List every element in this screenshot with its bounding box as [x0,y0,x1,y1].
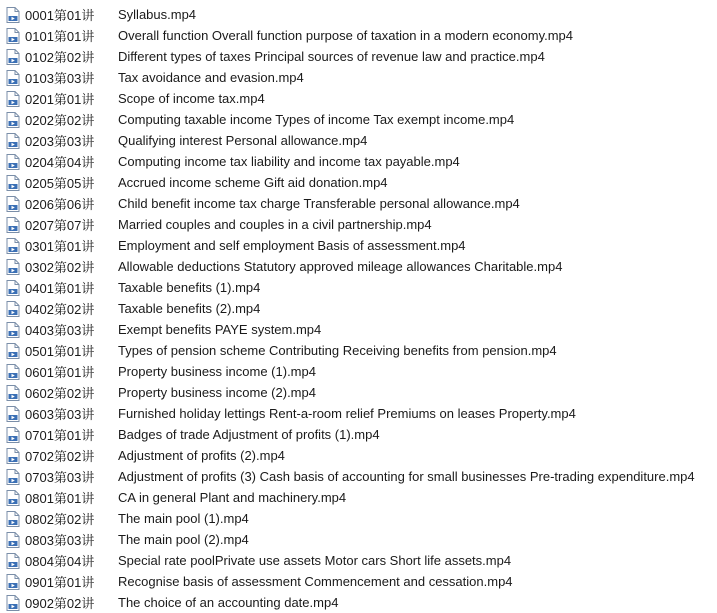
file-row[interactable] [0,529,717,550]
file-code: 0203第03讲 [25,134,95,149]
video-file-icon [6,343,20,359]
video-file-icon [6,154,20,170]
file-name: Adjustment of profits (3) Cash basis of accounting for small businesses Pre-trading expenditure.mp4 [118,469,695,484]
file-name: Badges of trade Adjustment of profits (1).mp4 [118,427,380,442]
file-code: 0205第05讲 [25,176,95,191]
file-row[interactable] [0,550,717,571]
file-code: 0701第01讲 [25,428,95,443]
file-row[interactable] [0,508,717,529]
video-file-icon [6,301,20,317]
video-file-icon [6,595,20,611]
video-file-icon [6,7,20,23]
file-code: 0401第01讲 [25,281,95,296]
video-file-icon [6,112,20,128]
video-file-icon [6,196,20,212]
file-code: 0802第02讲 [25,512,95,527]
file-name: The main pool (1).mp4 [118,511,249,526]
file-row[interactable] [0,193,717,214]
file-row[interactable] [0,214,717,235]
file-row[interactable] [0,46,717,67]
file-row[interactable] [0,151,717,172]
file-code: 0102第02讲 [25,50,95,65]
file-row[interactable] [0,298,717,319]
file-name: Exempt benefits PAYE system.mp4 [118,322,322,337]
file-name: Qualifying interest Personal allowance.mp4 [118,133,368,148]
file-code: 0703第03讲 [25,470,95,485]
file-name: The choice of an accounting date.mp4 [118,595,339,610]
video-file-icon [6,217,20,233]
file-name: Married couples and couples in a civil partnership.mp4 [118,217,432,232]
file-name: Property business income (1).mp4 [118,364,316,379]
file-code: 0603第03讲 [25,407,95,422]
video-file-icon [6,259,20,275]
video-file-icon [6,511,20,527]
file-code: 0901第01讲 [25,575,95,590]
file-name: Special rate poolPrivate use assets Motor cars Short life assets.mp4 [118,553,512,568]
video-file-icon [6,406,20,422]
file-row[interactable] [0,130,717,151]
file-row[interactable] [0,109,717,130]
file-code: 0302第02讲 [25,260,95,275]
video-file-icon [6,553,20,569]
file-name: Taxable benefits (1).mp4 [118,280,261,295]
video-file-icon [6,91,20,107]
file-name: Allowable deductions Statutory approved mileage allowances Charitable.mp4 [118,259,563,274]
file-name: Different types of taxes Principal sources of revenue law and practice.mp4 [118,49,545,64]
file-code: 0402第02讲 [25,302,95,317]
file-name: Scope of income tax.mp4 [118,91,265,106]
file-code: 0207第07讲 [25,218,95,233]
file-name: Tax avoidance and evasion.mp4 [118,70,304,85]
file-row[interactable] [0,235,717,256]
file-row[interactable] [0,4,717,25]
file-name: Overall function Overall function purpose of taxation in a modern economy.mp4 [118,28,573,43]
file-row[interactable] [0,172,717,193]
file-name: CA in general Plant and machinery.mp4 [118,490,347,505]
file-row[interactable] [0,382,717,403]
file-name: Furnished holiday lettings Rent-a-room relief Premiums on leases Property.mp4 [118,406,576,421]
file-name: Accrued income scheme Gift aid donation.mp4 [118,175,388,190]
file-name: Recognise basis of assessment Commencement and cessation.mp4 [118,574,513,589]
file-code: 0803第03讲 [25,533,95,548]
video-file-icon [6,385,20,401]
file-row[interactable] [0,67,717,88]
file-code: 0602第02讲 [25,386,95,401]
video-file-icon [6,175,20,191]
video-file-icon [6,322,20,338]
video-file-icon [6,28,20,44]
video-file-icon [6,490,20,506]
file-code: 0501第01讲 [25,344,95,359]
file-code: 0204第04讲 [25,155,95,170]
file-row[interactable] [0,340,717,361]
video-file-icon [6,133,20,149]
video-file-icon [6,448,20,464]
file-name: The main pool (2).mp4 [118,532,249,547]
file-name: Property business income (2).mp4 [118,385,316,400]
file-name: Taxable benefits (2).mp4 [118,301,261,316]
file-row[interactable] [0,361,717,382]
file-row[interactable] [0,571,717,592]
file-row[interactable] [0,25,717,46]
file-code: 0601第01讲 [25,365,95,380]
video-file-icon [6,574,20,590]
file-name: Computing income tax liability and income tax payable.mp4 [118,154,460,169]
file-name: Employment and self employment Basis of assessment.mp4 [118,238,466,253]
file-code: 0702第02讲 [25,449,95,464]
file-code: 0103第03讲 [25,71,95,86]
video-file-icon [6,364,20,380]
file-code: 0202第02讲 [25,113,95,128]
file-code: 0201第01讲 [25,92,95,107]
file-row[interactable] [0,319,717,340]
file-row[interactable] [0,466,717,487]
video-file-icon [6,238,20,254]
file-row[interactable] [0,487,717,508]
file-row[interactable] [0,445,717,466]
file-code: 0101第01讲 [25,29,95,44]
file-name: Types of pension scheme Contributing Receiving benefits from pension.mp4 [118,343,557,358]
video-file-icon [6,49,20,65]
file-row[interactable] [0,403,717,424]
video-file-icon [6,427,20,443]
file-row[interactable] [0,88,717,109]
file-code: 0001第01讲 [25,8,95,23]
file-code: 0403第03讲 [25,323,95,338]
file-row[interactable] [0,424,717,445]
video-file-icon [6,70,20,86]
file-code: 0902第02讲 [25,596,95,611]
video-file-icon [6,469,20,485]
file-code: 0206第06讲 [25,197,95,212]
file-name: Syllabus.mp4 [118,7,197,22]
file-row[interactable] [0,277,717,298]
file-name: Child benefit income tax charge Transferable personal allowance.mp4 [118,196,520,211]
video-file-icon [6,280,20,296]
video-file-icon [6,532,20,548]
file-row[interactable] [0,256,717,277]
file-code: 0804第04讲 [25,554,95,569]
file-code: 0801第01讲 [25,491,95,506]
file-name: Adjustment of profits (2).mp4 [118,448,285,463]
file-row[interactable] [0,592,717,613]
file-code: 0301第01讲 [25,239,95,254]
file-name: Computing taxable income Types of income Tax exempt income.mp4 [118,112,515,127]
